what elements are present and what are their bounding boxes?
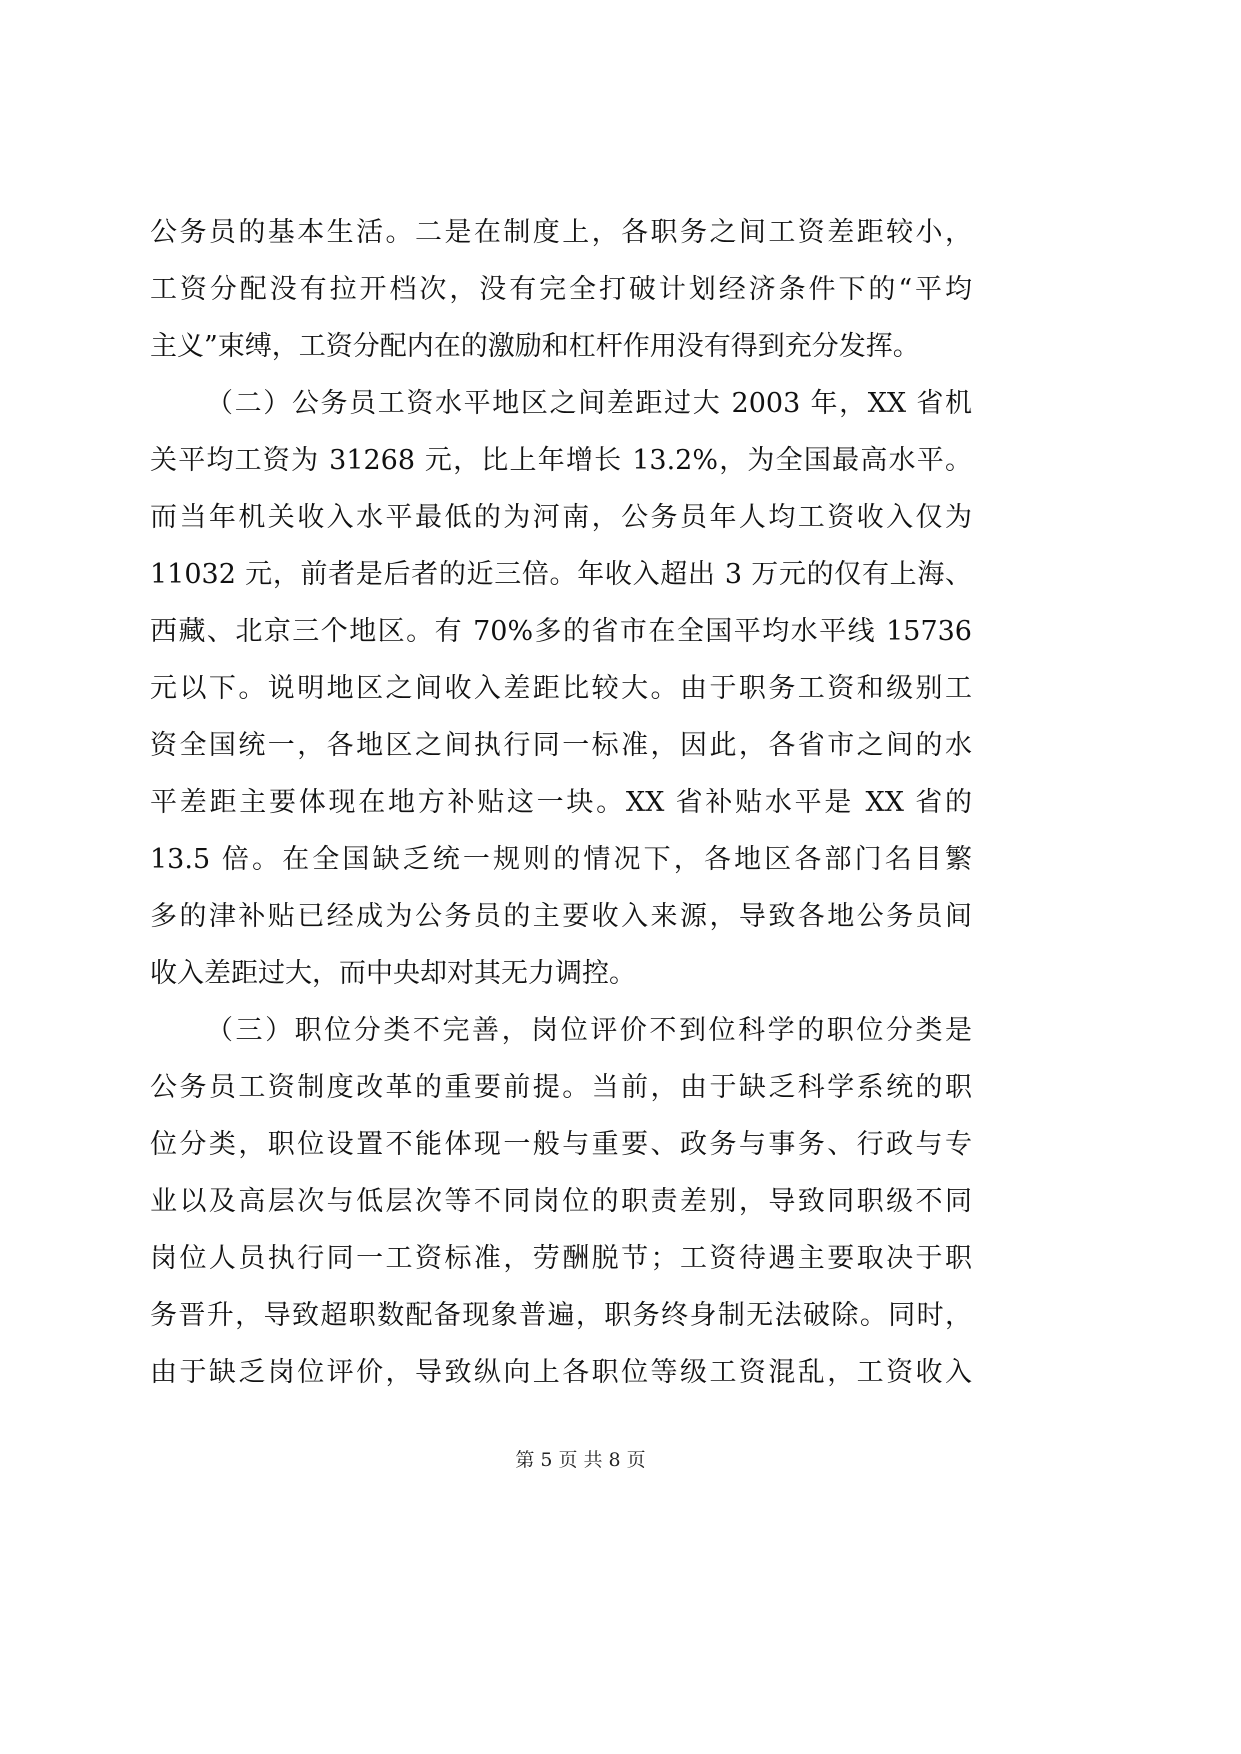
- document-body: [150, 208, 972, 1405]
- text-line: （三）职位分类不完善，岗位评价不到位科学的职位分类是: [206, 1015, 972, 1046]
- text-line: （二）公务员工资水平地区之间差距过大 2003 年，XX 省机: [206, 388, 972, 419]
- text-line: 关平均工资为 31268 元，比上年增长 13.2%，为全国最高水平。: [150, 445, 972, 476]
- text-line: 务晋升，导致超职数配备现象普遍，职务终身制无法破除。同时，: [150, 1300, 972, 1331]
- text-line: 资全国统一，各地区之间执行同一标准，因此，各省市之间的水: [150, 730, 972, 761]
- text-line: 位分类，职位设置不能体现一般与重要、政务与事务、行政与专: [150, 1129, 972, 1160]
- text-line: 主义”束缚，工资分配内在的激励和杠杆作用没有得到充分发挥。: [150, 331, 920, 362]
- text-line: 公务员的基本生活。二是在制度上，各职务之间工资差距较小，: [150, 217, 972, 248]
- text-line: 西藏、北京三个地区。有 70%多的省市在全国平均水平线 15736: [150, 616, 972, 647]
- text-line: 而当年机关收入水平最低的为河南，公务员年人均工资收入仅为: [150, 502, 972, 533]
- text-line: 业以及高层次与低层次等不同岗位的职责差别，导致同职级不同: [150, 1186, 972, 1217]
- text-line: 工资分配没有拉开档次，没有完全打破计划经济条件下的“平均: [150, 274, 972, 305]
- text-line: 公务员工资制度改革的重要前提。当前，由于缺乏科学系统的职: [150, 1072, 972, 1103]
- page-footer: 第 5 页 共 8 页: [515, 1449, 646, 1471]
- text-line: 元以下。说明地区之间收入差距比较大。由于职务工资和级别工: [150, 673, 972, 704]
- text-line: 平差距主要体现在地方补贴这一块。XX 省补贴水平是 XX 省的: [150, 787, 972, 818]
- text-line: 11032 元，前者是后者的近三倍。年收入超出 3 万元的仅有上海、: [150, 559, 972, 590]
- text-line: 多的津补贴已经成为公务员的主要收入来源，导致各地公务员间: [150, 901, 972, 932]
- text-line: 由于缺乏岗位评价，导致纵向上各职位等级工资混乱，工资收入: [150, 1357, 972, 1388]
- text-line: 岗位人员执行同一工资标准，劳酬脱节；工资待遇主要取决于职: [150, 1243, 972, 1274]
- text-line: 收入差距过大，而中央却对其无力调控。: [150, 958, 636, 989]
- text-line: 13.5 倍。在全国缺乏统一规则的情况下，各地区各部门名目繁: [150, 844, 972, 875]
